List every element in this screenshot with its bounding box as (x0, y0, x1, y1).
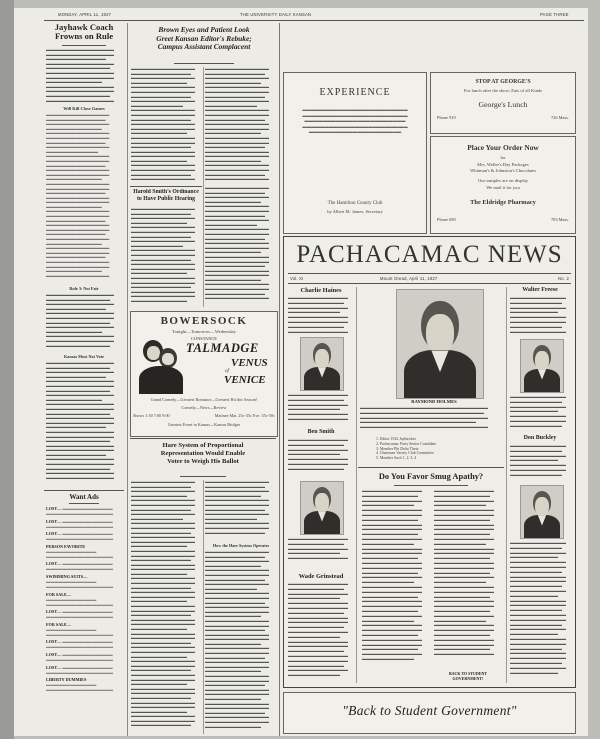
hare-headline-line3: Voter to Weigh His Ballot (167, 458, 239, 466)
jayhawk-subhead-3: Kansas Must Not Vote (64, 354, 104, 359)
order-now-title: Place Your Order Now (467, 143, 539, 152)
hare-headline-line2: Representation Would Enable (160, 450, 246, 458)
want-ad-item (46, 506, 122, 516)
want-ad-item (46, 652, 122, 662)
want-ad-lead: SWIMMING SUITS— (46, 573, 88, 579)
don-buckley-name: Don Buckley (523, 435, 557, 441)
want-ad-item (46, 544, 122, 559)
georges-title: STOP AT GEORGE'S (475, 79, 531, 85)
raymond-holmes-photo (396, 289, 484, 399)
want-ads-list (46, 506, 122, 736)
want-ad-item (46, 592, 122, 607)
brown-eyes-headline (130, 26, 278, 66)
ben-smith-photo (300, 481, 344, 535)
column-rule-1 (127, 23, 128, 736)
harold-headline-line1: Harold Smith's Ordinance (133, 189, 199, 195)
holmes-list-item: 3. Member Phi Delta Theta (376, 446, 419, 451)
holmes-list-item: 2. Pachacamac Party Senior Candidate (376, 441, 437, 446)
want-ad-text: ▬▬▬▬▬▬▬▬▬▬▬▬ ▬▬▬▬▬▬▬▬▬▬▬▬▬▬▬▬ (46, 626, 113, 637)
pachacamac-left-rule (356, 287, 357, 683)
bowersock-film-line3: VENICE (224, 374, 266, 386)
jayhawk-subhead-1: Will Kill Close Games (63, 106, 105, 111)
smug-apathy-title: Do You Favor Smug Apathy? (378, 472, 484, 481)
bowersock-greatest: Greatest Event in Kansas—Kansas Bridges (167, 422, 241, 427)
want-ads-top-rule (44, 490, 124, 491)
want-ad-item (46, 561, 122, 571)
want-ad-text: ▬▬▬▬▬▬▬▬▬▬▬▬ ▬▬▬▬▬▬▬▬▬▬▬▬▬▬▬▬ (46, 578, 113, 589)
want-ad-lead: LOST— (46, 639, 62, 645)
want-ad-lead: PERSON FAVORITE (46, 543, 86, 549)
want-ad-text: ▬▬▬▬▬▬▬▬▬▬▬▬ ▬▬▬▬▬▬▬▬▬▬▬▬▬▬▬▬ (46, 596, 113, 607)
pachacamac-title: PACHACAMAC NEWS (296, 241, 563, 268)
walter-freese-photo (520, 339, 564, 393)
don-buckley-blurb: ▬▬▬▬▬▬▬▬▬▬▬▬▬▬ ▬▬▬▬▬▬▬▬▬▬▬▬▬ ▬▬▬▬▬▬▬▬▬▬▬▬▬▬ ▬▬▬▬▬▬▬▬▬▬▬▬ ▬▬▬▬▬▬▬▬▬▬▬▬▬▬ ▬▬▬▬▬▬▬▬▬▬▬▬▬▬ ▬▬▬▬▬▬▬▬▬▬▬▬▬ (510, 443, 566, 477)
column-rule-2 (203, 67, 204, 307)
want-ad-item (46, 574, 122, 589)
brown-eyes-body-continued: ▬▬▬▬▬▬▬▬▬▬▬▬▬▬▬▬ ▬▬▬▬▬▬▬▬▬▬▬▬▬▬▬ ▬▬▬▬▬▬▬▬▬▬▬▬▬▬▬▬ ▬▬▬▬▬▬▬▬▬▬▬▬▬▬ ▬▬▬▬▬▬▬▬▬▬▬▬▬▬▬▬ ▬▬▬▬▬▬▬▬▬▬▬▬▬▬▬▬ ▬▬▬▬▬▬▬▬▬▬▬▬▬▬▬ ▬▬▬▬▬▬▬▬▬▬▬▬▬▬▬▬ ▬▬▬▬▬▬▬▬▬▬▬▬▬ ▬▬▬▬▬▬▬▬▬▬▬▬▬▬▬▬ ▬▬▬▬▬▬▬▬▬▬▬▬▬▬▬▬ ▬▬▬▬▬▬▬▬▬▬▬▬▬▬▬ ▬▬▬▬▬▬▬▬▬▬▬▬▬▬▬▬ ▬▬▬▬▬▬▬▬▬▬▬▬▬▬▬▬ ▬▬▬▬▬▬▬▬▬▬▬▬▬▬ ▬▬▬▬▬▬▬▬▬▬▬▬▬▬▬▬ ▬▬▬▬▬▬▬▬▬▬▬▬▬▬▬▬ ▬▬▬▬▬▬▬▬▬▬▬▬▬▬▬ ▬▬▬▬▬▬▬▬▬▬▬▬▬▬▬▬ ▬▬▬▬▬▬▬▬▬▬▬▬▬▬▬▬ ▬▬▬▬▬▬▬▬▬▬▬▬▬▬ ▬▬▬▬▬▬▬▬▬▬▬▬▬▬▬▬ ▬▬▬▬▬▬▬▬▬▬▬▬▬▬▬▬ ▬▬▬▬▬▬▬▬▬▬▬▬▬▬▬ ▬▬▬▬▬▬▬▬▬▬▬▬▬▬▬▬ (205, 186, 269, 301)
experience-signature: by Albert M. James, Secretary (327, 209, 383, 214)
want-ad-lead: FOR SALE— (46, 591, 72, 597)
want-ad-text: ▬▬▬▬▬▬▬▬▬▬▬▬ ▬▬▬▬▬▬▬▬▬▬▬▬▬▬▬▬ (46, 506, 113, 516)
want-ad-lead: LOST— (46, 506, 62, 511)
bowersock-tagline: Grand Comedy—Greatest Romance—Greatest Hit this Season! (150, 397, 258, 402)
raymond-holmes-list (376, 437, 506, 463)
masthead-paper-name: THE UNIVERSITY DAILY KANSAN (240, 12, 312, 17)
raymond-holmes-caption: ▬▬▬▬▬▬▬▬▬▬▬▬▬▬▬▬▬▬▬▬▬▬▬▬▬▬▬▬▬▬▬▬ ▬▬▬▬▬▬▬▬▬▬▬▬▬▬▬▬▬▬▬▬▬▬▬▬▬▬▬▬▬▬▬ ▬▬▬▬▬▬▬▬▬▬▬▬▬▬▬▬▬▬▬▬▬▬▬▬▬▬▬▬▬▬▬▬ ▬▬▬▬▬▬▬▬▬▬▬▬▬▬▬▬▬▬▬▬▬▬▬▬▬▬▬▬▬ ▬▬▬▬▬▬▬▬▬▬▬▬▬▬▬▬▬▬▬▬▬▬▬▬▬▬▬▬▬▬▬▬ (360, 405, 488, 430)
brown-eyes-body-left: ▬▬▬▬▬▬▬▬▬▬▬▬▬▬▬▬ ▬▬▬▬▬▬▬▬▬▬▬▬▬▬▬ ▬▬▬▬▬▬▬▬▬▬▬▬▬▬▬▬ ▬▬▬▬▬▬▬▬▬▬▬▬▬▬ ▬▬▬▬▬▬▬▬▬▬▬▬▬▬▬▬ ▬▬▬▬▬▬▬▬▬▬▬▬▬▬▬▬ ▬▬▬▬▬▬▬▬▬▬▬▬▬▬▬ ▬▬▬▬▬▬▬▬▬▬▬▬▬▬▬▬ ▬▬▬▬▬▬▬▬▬▬▬▬▬ ▬▬▬▬▬▬▬▬▬▬▬▬▬▬▬▬ ▬▬▬▬▬▬▬▬▬▬▬▬▬▬▬▬ ▬▬▬▬▬▬▬▬▬▬▬▬▬▬▬ ▬▬▬▬▬▬▬▬▬▬▬▬▬▬▬▬ ▬▬▬▬▬▬▬▬▬▬▬▬▬▬▬▬ ▬▬▬▬▬▬▬▬▬▬▬▬▬▬ ▬▬▬▬▬▬▬▬▬▬▬▬▬▬▬▬ ▬▬▬▬▬▬▬▬▬▬▬▬▬▬▬▬ ▬▬▬▬▬▬▬▬▬▬▬▬▬▬▬ ▬▬▬▬▬▬▬▬▬▬▬▬▬▬▬▬ ▬▬▬▬▬▬▬▬▬▬▬▬▬▬▬▬ ▬▬▬▬▬▬▬▬▬▬▬▬▬▬ ▬▬▬▬▬▬▬▬▬▬▬▬▬▬▬▬ ▬▬▬▬▬▬▬▬▬▬▬▬▬▬▬▬ ▬▬▬▬▬▬▬▬▬▬▬▬▬▬▬ ▬▬▬▬▬▬▬▬▬▬▬▬▬▬▬▬ (131, 67, 195, 182)
smug-apathy-body-left: ▬▬▬▬▬▬▬▬▬▬▬▬▬▬▬ ▬▬▬▬▬▬▬▬▬▬▬▬▬▬ ▬▬▬▬▬▬▬▬▬▬▬▬▬▬▬ ▬▬▬▬▬▬▬▬▬▬▬▬▬ ▬▬▬▬▬▬▬▬▬▬▬▬▬▬▬ ▬▬▬▬▬▬▬▬▬▬▬▬▬▬▬ ▬▬▬▬▬▬▬▬▬▬▬▬▬▬ ▬▬▬▬▬▬▬▬▬▬▬▬▬▬▬ ▬▬▬▬▬▬▬▬▬▬▬▬▬▬▬ ▬▬▬▬▬▬▬▬▬▬▬▬▬▬ ▬▬▬▬▬▬▬▬▬▬▬▬▬▬▬ ▬▬▬▬▬▬▬▬▬▬▬▬▬ ▬▬▬▬▬▬▬▬▬▬▬▬▬▬▬ ▬▬▬▬▬▬▬▬▬▬▬▬▬▬▬ ▬▬▬▬▬▬▬▬▬▬▬▬▬▬ ▬▬▬▬▬▬▬▬▬▬▬▬▬▬▬ ▬▬▬▬▬▬▬▬▬▬▬▬▬▬▬ ▬▬▬▬▬▬▬▬▬▬▬▬▬▬ ▬▬▬▬▬▬▬▬▬▬▬▬▬▬▬ ▬▬▬▬▬▬▬▬▬▬▬▬▬ ▬▬▬▬▬▬▬▬▬▬▬▬▬▬▬ ▬▬▬▬▬▬▬▬▬▬▬▬▬▬▬ ▬▬▬▬▬▬▬▬▬▬▬▬▬▬ ▬▬▬▬▬▬▬▬▬▬▬▬▬▬▬ ▬▬▬▬▬▬▬▬▬▬▬▬▬▬▬ ▬▬▬▬▬▬▬▬▬▬▬▬▬▬ ▬▬▬▬▬▬▬▬▬▬▬▬▬▬▬ ▬▬▬▬▬▬▬▬▬▬▬▬▬ ▬▬▬▬▬▬▬▬▬▬▬▬▬▬▬ ▬▬▬▬▬▬▬▬▬▬▬▬▬▬▬ ▬▬▬▬▬▬▬▬▬▬▬▬▬▬ ▬▬▬▬▬▬▬▬▬▬▬▬▬▬▬ ▬▬▬▬▬▬▬▬▬▬▬▬▬▬▬ ▬▬▬▬▬▬▬▬▬▬▬▬▬▬ ▬▬▬▬▬▬▬▬▬▬▬▬▬▬▬ ▬▬▬▬▬▬▬▬▬▬▬▬▬ (362, 488, 422, 661)
charlie-haines-name: Charlie Haines (300, 287, 342, 294)
want-ads-title: Want Ads (69, 493, 99, 501)
hare-rule (180, 476, 226, 477)
wade-grinstead-name: Wade Grinstead (298, 573, 344, 580)
brown-eyes-headline-line1: Brown Eyes and Patient Look (158, 26, 250, 34)
masthead-page-number: PAGE THREE (540, 12, 569, 17)
order-now-phone: Phone 690 (437, 217, 456, 222)
jayhawk-body-1: ▬▬▬▬▬▬▬▬▬▬▬▬▬▬▬▬▬ ▬▬▬▬▬▬▬▬▬▬▬▬▬▬▬▬▬ ▬▬▬▬▬▬▬▬▬▬▬▬▬▬▬ ▬▬▬▬▬▬▬▬▬▬▬▬▬▬▬▬▬ ▬▬▬▬▬▬▬▬▬▬▬▬▬▬▬▬ ▬▬▬▬▬▬▬▬▬▬▬▬▬▬▬▬▬ ▬▬▬▬▬▬▬▬▬▬▬▬▬▬▬▬▬ ▬▬▬▬▬▬▬▬▬▬▬▬▬▬ ▬▬▬▬▬▬▬▬▬▬▬▬▬▬▬▬▬ ▬▬▬▬▬▬▬▬▬▬▬▬▬▬▬▬▬ ▬▬▬▬▬▬▬▬▬▬▬▬▬▬▬▬ ▬▬▬▬▬▬▬▬▬▬▬▬▬▬▬▬▬ (46, 48, 114, 103)
order-now-samples: Our samples are on display (477, 178, 528, 183)
experience-ad (283, 72, 427, 234)
want-ad-item (46, 531, 122, 541)
want-ad-item (46, 622, 122, 637)
bowersock-extra: Comedy—News—Review (181, 405, 227, 410)
georges-address: 726 Mass. (550, 115, 569, 120)
want-ad-item (46, 639, 122, 649)
georges-name: George's Lunch (478, 100, 528, 109)
harold-headline-line2: to Have Public Hearing (136, 196, 196, 202)
want-ad-text: ▬▬▬▬▬▬▬▬▬▬▬▬ ▬▬▬▬▬▬▬▬▬▬▬▬▬▬▬▬ (46, 531, 113, 542)
harold-top-rule (130, 186, 202, 187)
harold-headline (130, 189, 202, 205)
newspaper-page (14, 8, 588, 736)
experience-title: EXPERIENCE (319, 87, 391, 98)
bowersock-days: Tonight—Tomorrow—Wednesday (172, 329, 236, 334)
ben-smith-blurb: ▬▬▬▬▬▬▬▬▬▬▬▬▬▬▬ ▬▬▬▬▬▬▬▬▬▬▬▬▬▬ ▬▬▬▬▬▬▬▬▬▬▬▬▬▬▬ ▬▬▬▬▬▬▬▬▬▬▬▬▬ ▬▬▬▬▬▬▬▬▬▬▬▬▬▬▬ ▬▬▬▬▬▬▬▬▬▬▬▬▬▬▬ ▬▬▬▬▬▬▬▬▬▬▬▬▬▬ (288, 437, 348, 471)
smug-apathy-sub: BACK TO STUDENT GOVERNMENT! (448, 671, 488, 681)
smug-top-rule (358, 467, 504, 468)
pachacamac-volume: Vol. XI (290, 276, 304, 281)
bowersock-film-line2: of (225, 369, 229, 374)
masthead-rule (44, 20, 584, 21)
don-buckley-photo (520, 485, 564, 539)
want-ad-text: ▬▬▬▬▬▬▬▬▬▬▬▬ ▬▬▬▬▬▬▬▬▬▬▬▬▬▬▬▬ (46, 664, 113, 675)
bowersock-film-line1: VENUS (231, 357, 268, 369)
want-ads-title-rule (69, 503, 99, 504)
pachacamac-number: No. 2 (557, 276, 569, 281)
georges-phone: Phone 919 (437, 115, 456, 120)
walter-freese-name: Walter Freese (522, 287, 558, 293)
charlie-haines-photo (300, 337, 344, 391)
want-ad-lead: LOST— (46, 609, 62, 615)
jayhawk-subhead-2: Rule 3: Not Fair (69, 286, 99, 291)
eldridge-pharmacy-ad (430, 136, 576, 234)
want-ad-item (46, 519, 122, 529)
bowersock-theater-name: BOWERSOCK (160, 315, 248, 327)
hare-headline-line1: Hare System of Proportional (162, 442, 244, 449)
pachacamac-title-rule-top (288, 273, 571, 274)
order-now-items: Mrs. Weller's Day Packages Whitman's & Johnston's Chocolates (469, 162, 537, 173)
pachacamac-right-rule (506, 287, 507, 683)
want-ad-lead: LOST— (46, 561, 62, 567)
bowersock-couple-illustration (137, 338, 185, 394)
want-ad-text: ▬▬▬▬▬▬▬▬▬▬▬▬ ▬▬▬▬▬▬▬▬▬▬▬▬▬▬▬▬ (46, 609, 113, 620)
pachacamac-title-rule-bottom (288, 283, 571, 284)
hare-body-right-bottom: ▬▬▬▬▬▬▬▬▬▬▬▬▬▬▬▬ ▬▬▬▬▬▬▬▬▬▬▬▬▬▬▬ ▬▬▬▬▬▬▬▬▬▬▬▬▬▬▬▬ ▬▬▬▬▬▬▬▬▬▬▬▬▬▬ ▬▬▬▬▬▬▬▬▬▬▬▬▬▬▬▬ ▬▬▬▬▬▬▬▬▬▬▬▬▬▬▬▬ ▬▬▬▬▬▬▬▬▬▬▬▬▬▬▬ ▬▬▬▬▬▬▬▬▬▬▬▬▬▬▬▬ ▬▬▬▬▬▬▬▬▬▬▬▬▬ ▬▬▬▬▬▬▬▬▬▬▬▬▬▬▬▬ ▬▬▬▬▬▬▬▬▬▬▬▬▬▬▬▬ ▬▬▬▬▬▬▬▬▬▬▬▬▬▬▬ ▬▬▬▬▬▬▬▬▬▬▬▬▬▬▬▬ ▬▬▬▬▬▬▬▬▬▬▬▬▬▬▬▬ ▬▬▬▬▬▬▬▬▬▬▬▬▬▬ ▬▬▬▬▬▬▬▬▬▬▬▬▬▬▬▬ ▬▬▬▬▬▬▬▬▬▬▬▬▬▬▬▬ ▬▬▬▬▬▬▬▬▬▬▬▬▬▬▬ ▬▬▬▬▬▬▬▬▬▬▬▬▬▬▬▬ ▬▬▬▬▬▬▬▬▬▬▬▬▬▬▬▬ ▬▬▬▬▬▬▬▬▬▬▬▬▬▬ ▬▬▬▬▬▬▬▬▬▬▬▬▬▬▬▬ ▬▬▬▬▬▬▬▬▬▬▬▬▬▬▬▬ ▬▬▬▬▬▬▬▬▬▬▬▬▬▬▬ ▬▬▬▬▬▬▬▬▬▬▬▬▬▬▬▬ ▬▬▬▬▬▬▬▬▬▬▬▬▬▬▬▬ ▬▬▬▬▬▬▬▬▬▬▬▬▬▬ ▬▬▬▬▬▬▬▬▬▬▬▬▬▬▬▬ ▬▬▬▬▬▬▬▬▬▬▬▬▬▬▬▬ ▬▬▬▬▬▬▬▬▬▬▬▬▬▬▬ ▬▬▬▬▬▬▬▬▬▬▬▬▬▬▬▬ ▬▬▬▬▬▬▬▬▬▬▬▬▬▬▬▬ ▬▬▬▬▬▬▬▬▬▬▬▬▬▬ ▬▬▬▬▬▬▬▬▬▬▬▬▬▬▬▬ ▬▬▬▬▬▬▬▬▬▬▬▬▬▬▬▬ ▬▬▬▬▬▬▬▬▬▬▬▬▬▬▬ ▬▬▬▬▬▬▬▬▬▬▬▬▬▬▬▬ ▬▬▬▬▬▬▬▬▬▬▬▬▬▬▬▬ ▬▬▬▬▬▬▬▬▬▬▬▬▬▬ (205, 550, 269, 729)
want-ad-text: ▬▬▬▬▬▬▬▬▬▬▬▬ ▬▬▬▬▬▬▬▬▬▬▬▬▬▬▬▬ (46, 651, 113, 662)
bowersock-times: Shows 1:30 7:00 9:00 (133, 413, 170, 418)
walter-freese-caption: ▬▬▬▬▬▬▬▬▬▬▬▬▬▬ ▬▬▬▬▬▬▬▬▬▬▬▬▬ ▬▬▬▬▬▬▬▬▬▬▬▬▬▬ ▬▬▬▬▬▬▬▬▬▬▬▬ ▬▬▬▬▬▬▬▬▬▬▬▬▬▬ ▬▬▬▬▬▬▬▬▬▬▬▬▬▬ ▬▬▬▬▬▬▬▬▬▬▬▬▬ (510, 394, 566, 428)
jayhawk-headline-line2: Frowns on Rule (54, 31, 114, 41)
want-ad-text: ▬▬▬▬▬▬▬▬▬▬▬▬ ▬▬▬▬▬▬▬▬▬▬▬▬▬▬▬▬ (46, 639, 113, 650)
hare-headline (130, 442, 276, 474)
jayhawk-headline-line1: Jayhawk Coach (54, 23, 114, 32)
don-buckley-caption: ▬▬▬▬▬▬▬▬▬▬▬▬▬▬ ▬▬▬▬▬▬▬▬▬▬▬▬▬ ▬▬▬▬▬▬▬▬▬▬▬▬▬▬ ▬▬▬▬▬▬▬▬▬▬▬▬ ▬▬▬▬▬▬▬▬▬▬▬▬▬▬ ▬▬▬▬▬▬▬▬▬▬▬▬▬▬ ▬▬▬▬▬▬▬▬▬▬▬▬▬ ▬▬▬▬▬▬▬▬▬▬▬▬▬▬ ▬▬▬▬▬▬▬▬▬▬▬▬▬▬ ▬▬▬▬▬▬▬▬▬▬▬▬▬ ▬▬▬▬▬▬▬▬▬▬▬▬▬▬ ▬▬▬▬▬▬▬▬▬▬▬▬ ▬▬▬▬▬▬▬▬▬▬▬▬▬▬ ▬▬▬▬▬▬▬▬▬▬▬▬▬▬ ▬▬▬▬▬▬▬▬▬▬▬▬▬ ▬▬▬▬▬▬▬▬▬▬▬▬▬▬ ▬▬▬▬▬▬▬▬▬▬▬▬▬▬ ▬▬▬▬▬▬▬▬▬▬▬▬▬ ▬▬▬▬▬▬▬▬▬▬▬▬▬▬ ▬▬▬▬▬▬▬▬▬▬▬▬ ▬▬▬▬▬▬▬▬▬▬▬▬▬▬ ▬▬▬▬▬▬▬▬▬▬▬▬▬▬ ▬▬▬▬▬▬▬▬▬▬▬▬▬ ▬▬▬▬▬▬▬▬▬▬▬▬▬▬ ▬▬▬▬▬▬▬▬▬▬▬▬▬▬ ▬▬▬▬▬▬▬▬▬▬▬▬▬ ▬▬▬▬▬▬▬▬▬▬▬▬▬▬ ▬▬▬▬▬▬▬▬▬▬▬▬ (510, 540, 566, 675)
hare-body-right-top: ▬▬▬▬▬▬▬▬▬▬▬▬▬▬▬▬ ▬▬▬▬▬▬▬▬▬▬▬▬▬▬▬ ▬▬▬▬▬▬▬▬▬▬▬▬▬▬▬▬ ▬▬▬▬▬▬▬▬▬▬▬▬▬▬ ▬▬▬▬▬▬▬▬▬▬▬▬▬▬▬▬ ▬▬▬▬▬▬▬▬▬▬▬▬▬▬▬▬ ▬▬▬▬▬▬▬▬▬▬▬▬▬▬▬ ▬▬▬▬▬▬▬▬▬▬▬▬▬▬▬▬ ▬▬▬▬▬▬▬▬▬▬▬▬▬ ▬▬▬▬▬▬▬▬▬▬▬▬▬▬▬▬ ▬▬▬▬▬▬▬▬▬▬▬▬▬▬▬▬ ▬▬▬▬▬▬▬▬▬▬▬▬▬▬▬ (205, 480, 269, 535)
column-rule-center (279, 23, 280, 736)
holmes-list-item: 5. Member Sach 1, 2, 3, 4 (376, 456, 417, 461)
jayhawk-body-2: ▬▬▬▬▬▬▬▬▬▬▬▬▬▬▬▬▬ ▬▬▬▬▬▬▬▬▬▬▬▬▬▬▬▬ ▬▬▬▬▬▬▬▬▬▬▬▬▬▬▬▬▬ ▬▬▬▬▬▬▬▬▬▬▬▬▬▬▬ ▬▬▬▬▬▬▬▬▬▬▬▬▬▬▬▬▬ ▬▬▬▬▬▬▬▬▬▬▬▬▬▬▬▬▬ ▬▬▬▬▬▬▬▬▬▬▬▬▬▬▬▬ ▬▬▬▬▬▬▬▬▬▬▬▬▬▬▬▬▬ ▬▬▬▬▬▬▬▬▬▬▬▬▬▬ ▬▬▬▬▬▬▬▬▬▬▬▬▬▬▬▬▬ ▬▬▬▬▬▬▬▬▬▬▬▬▬▬▬▬▬ ▬▬▬▬▬▬▬▬▬▬▬▬▬▬▬▬ ▬▬▬▬▬▬▬▬▬▬▬▬▬▬▬▬▬ ▬▬▬▬▬▬▬▬▬▬▬▬▬▬▬▬▬ ▬▬▬▬▬▬▬▬▬▬▬▬▬▬▬ ▬▬▬▬▬▬▬▬▬▬▬▬▬▬▬▬▬ ▬▬▬▬▬▬▬▬▬▬▬▬▬▬▬▬▬ ▬▬▬▬▬▬▬▬▬▬▬▬▬▬▬▬ ▬▬▬▬▬▬▬▬▬▬▬▬▬▬▬▬▬ ▬▬▬▬▬▬▬▬▬▬▬▬▬▬▬▬▬ ▬▬▬▬▬▬▬▬▬▬▬▬▬▬▬ ▬▬▬▬▬▬▬▬▬▬▬▬▬▬▬▬▬ ▬▬▬▬▬▬▬▬▬▬▬▬▬▬▬▬▬ ▬▬▬▬▬▬▬▬▬▬▬▬▬▬▬▬ ▬▬▬▬▬▬▬▬▬▬▬▬▬▬▬▬▬ ▬▬▬▬▬▬▬▬▬▬▬▬▬▬▬▬▬ ▬▬▬▬▬▬▬▬▬▬▬▬▬▬▬▬ ▬▬▬▬▬▬▬▬▬▬▬▬▬▬▬▬▬ ▬▬▬▬▬▬▬▬▬▬▬▬▬▬▬ ▬▬▬▬▬▬▬▬▬▬▬▬▬▬▬▬▬ ▬▬▬▬▬▬▬▬▬▬▬▬▬▬▬▬▬ ▬▬▬▬▬▬▬▬▬▬▬▬▬▬▬▬ ▬▬▬▬▬▬▬▬▬▬▬▬▬▬▬▬▬ ▬▬▬▬▬▬▬▬▬▬▬▬▬▬▬▬▬ ▬▬▬▬▬▬▬▬▬▬▬▬▬▬▬ ▬▬▬▬▬▬▬▬▬▬▬▬▬▬▬▬▬ (46, 113, 109, 278)
jayhawk-headline (44, 23, 124, 43)
brown-eyes-headline-line3: Campus Assistant Complacent (157, 42, 251, 52)
walter-freese-blurb: ▬▬▬▬▬▬▬▬▬▬▬▬▬▬ ▬▬▬▬▬▬▬▬▬▬▬▬▬ ▬▬▬▬▬▬▬▬▬▬▬▬▬▬ ▬▬▬▬▬▬▬▬▬▬▬▬ ▬▬▬▬▬▬▬▬▬▬▬▬▬▬ ▬▬▬▬▬▬▬▬▬▬▬▬▬▬ ▬▬▬▬▬▬▬▬▬▬▬▬▬ ▬▬▬▬▬▬▬▬▬▬▬▬▬▬ (510, 295, 566, 334)
raymond-holmes-name: RAYMOND HOLMES (411, 399, 457, 404)
bowersock-ad (130, 311, 278, 437)
want-ad-lead: LOST— (46, 664, 62, 670)
georges-line: For lunch after the show; Eats of all Kinds (463, 88, 543, 93)
jayhawk-rule (62, 45, 106, 46)
want-ad-lead: FOR SALE— (46, 621, 72, 627)
order-now-for: for (500, 155, 506, 160)
charlie-haines-blurb: ▬▬▬▬▬▬▬▬▬▬▬▬▬▬▬ ▬▬▬▬▬▬▬▬▬▬▬▬▬▬ ▬▬▬▬▬▬▬▬▬▬▬▬▬▬▬ ▬▬▬▬▬▬▬▬▬▬▬▬▬ ▬▬▬▬▬▬▬▬▬▬▬▬▬▬▬ ▬▬▬▬▬▬▬▬▬▬▬▬▬▬▬ ▬▬▬▬▬▬▬▬▬▬▬▬▬▬ ▬▬▬▬▬▬▬▬▬▬▬▬▬▬▬ (288, 295, 348, 334)
order-now-pharmacy-name: The Eldridge Pharmacy (470, 199, 536, 206)
want-ad-item (46, 677, 122, 692)
hare-column-rule (203, 480, 204, 734)
georges-ad (430, 72, 576, 134)
wade-grinstead-blurb: ▬▬▬▬▬▬▬▬▬▬▬▬▬▬▬ ▬▬▬▬▬▬▬▬▬▬▬▬▬▬ ▬▬▬▬▬▬▬▬▬▬▬▬▬▬▬ ▬▬▬▬▬▬▬▬▬▬▬▬▬ ▬▬▬▬▬▬▬▬▬▬▬▬▬▬▬ ▬▬▬▬▬▬▬▬▬▬▬▬▬▬▬ ▬▬▬▬▬▬▬▬▬▬▬▬▬▬ ▬▬▬▬▬▬▬▬▬▬▬▬▬▬▬ ▬▬▬▬▬▬▬▬▬▬▬▬▬▬▬ ▬▬▬▬▬▬▬▬▬▬▬▬▬▬ ▬▬▬▬▬▬▬▬▬▬▬▬▬▬▬ ▬▬▬▬▬▬▬▬▬▬▬▬▬ ▬▬▬▬▬▬▬▬▬▬▬▬▬▬▬ ▬▬▬▬▬▬▬▬▬▬▬▬▬▬▬ ▬▬▬▬▬▬▬▬▬▬▬▬▬▬ ▬▬▬▬▬▬▬▬▬▬▬▬▬▬▬ ▬▬▬▬▬▬▬▬▬▬▬▬▬▬▬ ▬▬▬▬▬▬▬▬▬▬▬▬▬▬ ▬▬▬▬▬▬▬▬▬▬▬▬▬▬▬ ▬▬▬▬▬▬▬▬▬▬▬▬▬ (288, 581, 348, 678)
pachacamac-news-box (283, 236, 576, 688)
want-ad-lead: LOST— (46, 518, 62, 524)
want-ad-text: ▬▬▬▬▬▬▬▬▬▬▬▬ ▬▬▬▬▬▬▬▬▬▬▬▬▬▬▬▬ (46, 682, 113, 693)
jayhawk-body-3: ▬▬▬▬▬▬▬▬▬▬▬▬▬▬▬▬▬ ▬▬▬▬▬▬▬▬▬▬▬▬▬▬▬▬ ▬▬▬▬▬▬▬▬▬▬▬▬▬▬▬▬▬ ▬▬▬▬▬▬▬▬▬▬▬▬▬▬▬ ▬▬▬▬▬▬▬▬▬▬▬▬▬▬▬▬▬ ▬▬▬▬▬▬▬▬▬▬▬▬▬▬▬▬▬ ▬▬▬▬▬▬▬▬▬▬▬▬▬▬▬▬ ▬▬▬▬▬▬▬▬▬▬▬▬▬▬▬▬▬ ▬▬▬▬▬▬▬▬▬▬▬▬▬▬ ▬▬▬▬▬▬▬▬▬▬▬▬▬▬▬▬▬ ▬▬▬▬▬▬▬▬▬▬▬▬▬▬▬▬▬ ▬▬▬▬▬▬▬▬▬▬▬▬▬▬▬▬ (46, 293, 114, 348)
holmes-list-item: 1. Editor 1922 Jayhawker (376, 437, 416, 441)
order-now-mail: We mail it for you (486, 185, 520, 190)
order-now-address: 703 Mass. (550, 217, 569, 222)
want-ad-item (46, 665, 122, 675)
want-ad-lead: LIBERTY DUMMIES (46, 677, 87, 683)
slogan-text: "Back to Student Government" (342, 703, 517, 718)
want-ad-lead: LOST— (46, 531, 62, 537)
page-binding-edge (0, 0, 14, 739)
masthead-date: MONDAY, APRIL 11, 1927 (58, 12, 112, 17)
back-to-student-government-banner (283, 692, 576, 734)
ben-smith-name: Ben Smith (307, 429, 335, 435)
brown-eyes-rule (174, 63, 234, 64)
hare-body-left: ▬▬▬▬▬▬▬▬▬▬▬▬▬▬▬▬ ▬▬▬▬▬▬▬▬▬▬▬▬▬▬▬ ▬▬▬▬▬▬▬▬▬▬▬▬▬▬▬▬ ▬▬▬▬▬▬▬▬▬▬▬▬▬▬ ▬▬▬▬▬▬▬▬▬▬▬▬▬▬▬▬ ▬▬▬▬▬▬▬▬▬▬▬▬▬▬▬▬ ▬▬▬▬▬▬▬▬▬▬▬▬▬▬▬ ▬▬▬▬▬▬▬▬▬▬▬▬▬▬▬▬ ▬▬▬▬▬▬▬▬▬▬▬▬▬ ▬▬▬▬▬▬▬▬▬▬▬▬▬▬▬▬ ▬▬▬▬▬▬▬▬▬▬▬▬▬▬▬▬ ▬▬▬▬▬▬▬▬▬▬▬▬▬▬▬ ▬▬▬▬▬▬▬▬▬▬▬▬▬▬▬▬ ▬▬▬▬▬▬▬▬▬▬▬▬▬▬▬▬ ▬▬▬▬▬▬▬▬▬▬▬▬▬▬ ▬▬▬▬▬▬▬▬▬▬▬▬▬▬▬▬ ▬▬▬▬▬▬▬▬▬▬▬▬▬▬▬▬ ▬▬▬▬▬▬▬▬▬▬▬▬▬▬▬ ▬▬▬▬▬▬▬▬▬▬▬▬▬▬▬▬ ▬▬▬▬▬▬▬▬▬▬▬▬▬▬▬▬ ▬▬▬▬▬▬▬▬▬▬▬▬▬▬ ▬▬▬▬▬▬▬▬▬▬▬▬▬▬▬▬ ▬▬▬▬▬▬▬▬▬▬▬▬▬▬▬▬ ▬▬▬▬▬▬▬▬▬▬▬▬▬▬▬ ▬▬▬▬▬▬▬▬▬▬▬▬▬▬▬▬ ▬▬▬▬▬▬▬▬▬▬▬▬▬▬▬▬ ▬▬▬▬▬▬▬▬▬▬▬▬▬▬ ▬▬▬▬▬▬▬▬▬▬▬▬▬▬▬▬ ▬▬▬▬▬▬▬▬▬▬▬▬▬▬▬▬ ▬▬▬▬▬▬▬▬▬▬▬▬▬▬▬ ▬▬▬▬▬▬▬▬▬▬▬▬▬▬▬▬ ▬▬▬▬▬▬▬▬▬▬▬▬▬▬▬▬ ▬▬▬▬▬▬▬▬▬▬▬▬▬▬ ▬▬▬▬▬▬▬▬▬▬▬▬▬▬▬▬ ▬▬▬▬▬▬▬▬▬▬▬▬▬▬▬▬ ▬▬▬▬▬▬▬▬▬▬▬▬▬▬▬ ▬▬▬▬▬▬▬▬▬▬▬▬▬▬▬▬ ▬▬▬▬▬▬▬▬▬▬▬▬▬▬▬▬ ▬▬▬▬▬▬▬▬▬▬▬▬▬▬ ▬▬▬▬▬▬▬▬▬▬▬▬▬▬▬▬ ▬▬▬▬▬▬▬▬▬▬▬▬▬▬▬▬ ▬▬▬▬▬▬▬▬▬▬▬▬▬▬▬ ▬▬▬▬▬▬▬▬▬▬▬▬▬▬▬▬ ▬▬▬▬▬▬▬▬▬▬▬▬▬▬▬▬ ▬▬▬▬▬▬▬▬▬▬▬▬▬▬ ▬▬▬▬▬▬▬▬▬▬▬▬▬▬▬▬ ▬▬▬▬▬▬▬▬▬▬▬▬▬▬▬▬ ▬▬▬▬▬▬▬▬▬▬▬▬▬▬▬ ▬▬▬▬▬▬▬▬▬▬▬▬▬▬▬▬ ▬▬▬▬▬▬▬▬▬▬▬▬▬▬▬▬ ▬▬▬▬▬▬▬▬▬▬▬▬▬▬ ▬▬▬▬▬▬▬▬▬▬▬▬▬▬▬▬ ▬▬▬▬▬▬▬▬▬▬▬▬▬▬▬▬ ▬▬▬▬▬▬▬▬▬▬▬▬▬▬▬ (131, 480, 195, 728)
smug-title-rule (394, 485, 468, 486)
want-ad-text: ▬▬▬▬▬▬▬▬▬▬▬▬ ▬▬▬▬▬▬▬▬▬▬▬▬▬▬▬▬ (46, 561, 113, 572)
want-ad-lead: LOST— (46, 651, 62, 657)
harold-body: ▬▬▬▬▬▬▬▬▬▬▬▬▬▬▬▬ ▬▬▬▬▬▬▬▬▬▬▬▬▬▬▬ ▬▬▬▬▬▬▬▬▬▬▬▬▬▬▬▬ ▬▬▬▬▬▬▬▬▬▬▬▬▬▬ ▬▬▬▬▬▬▬▬▬▬▬▬▬▬▬▬ ▬▬▬▬▬▬▬▬▬▬▬▬▬▬▬▬ ▬▬▬▬▬▬▬▬▬▬▬▬▬▬▬ ▬▬▬▬▬▬▬▬▬▬▬▬▬▬▬▬ ▬▬▬▬▬▬▬▬▬▬▬▬▬ ▬▬▬▬▬▬▬▬▬▬▬▬▬▬▬▬ ▬▬▬▬▬▬▬▬▬▬▬▬▬▬▬▬ ▬▬▬▬▬▬▬▬▬▬▬▬▬▬▬ ▬▬▬▬▬▬▬▬▬▬▬▬▬▬▬▬ ▬▬▬▬▬▬▬▬▬▬▬▬▬▬▬▬ ▬▬▬▬▬▬▬▬▬▬▬▬▬▬ ▬▬▬▬▬▬▬▬▬▬▬▬▬▬▬▬ ▬▬▬▬▬▬▬▬▬▬▬▬▬▬▬▬ ▬▬▬▬▬▬▬▬▬▬▬▬▬▬▬ ▬▬▬▬▬▬▬▬▬▬▬▬▬▬▬▬ ▬▬▬▬▬▬▬▬▬▬▬▬▬▬▬▬ ▬▬▬▬▬▬▬▬▬▬▬▬▬▬ (131, 207, 195, 303)
hare-subhead: How the Hare System Operates (212, 543, 270, 548)
hare-top-rule (130, 438, 276, 439)
ben-smith-caption: ▬▬▬▬▬▬▬▬▬▬▬▬▬▬▬ ▬▬▬▬▬▬▬▬▬▬▬▬▬▬ ▬▬▬▬▬▬▬▬▬▬▬▬▬▬▬ ▬▬▬▬▬▬▬▬▬▬▬▬▬ ▬▬▬▬▬▬▬▬▬▬▬▬▬▬▬ (288, 536, 348, 561)
experience-body: ▬▬▬▬▬▬▬▬▬▬▬▬▬▬▬▬▬▬▬▬▬▬▬▬ ▬▬▬▬▬▬▬▬▬▬▬▬▬▬▬▬▬▬▬▬▬▬▬▬ ▬▬▬▬▬▬▬▬▬▬▬▬▬▬▬▬▬▬▬▬▬▬▬ ▬▬▬▬▬▬▬▬▬▬▬▬▬▬▬▬▬▬▬▬▬▬▬▬ ▬▬▬▬▬▬▬▬▬▬▬▬▬▬▬▬▬▬▬▬▬ (302, 107, 408, 135)
brown-eyes-headline-line2: Greet Kansan Editor's Rebuke; (156, 33, 252, 43)
smug-apathy-body-right: ▬▬▬▬▬▬▬▬▬▬▬▬▬▬▬ ▬▬▬▬▬▬▬▬▬▬▬▬▬▬ ▬▬▬▬▬▬▬▬▬▬▬▬▬▬▬ ▬▬▬▬▬▬▬▬▬▬▬▬▬ ▬▬▬▬▬▬▬▬▬▬▬▬▬▬▬ ▬▬▬▬▬▬▬▬▬▬▬▬▬▬▬ ▬▬▬▬▬▬▬▬▬▬▬▬▬▬ ▬▬▬▬▬▬▬▬▬▬▬▬▬▬▬ ▬▬▬▬▬▬▬▬▬▬▬▬▬▬▬ ▬▬▬▬▬▬▬▬▬▬▬▬▬▬ ▬▬▬▬▬▬▬▬▬▬▬▬▬▬▬ ▬▬▬▬▬▬▬▬▬▬▬▬▬ ▬▬▬▬▬▬▬▬▬▬▬▬▬▬▬ ▬▬▬▬▬▬▬▬▬▬▬▬▬▬▬ ▬▬▬▬▬▬▬▬▬▬▬▬▬▬ ▬▬▬▬▬▬▬▬▬▬▬▬▬▬▬ ▬▬▬▬▬▬▬▬▬▬▬▬▬▬▬ ▬▬▬▬▬▬▬▬▬▬▬▬▬▬ ▬▬▬▬▬▬▬▬▬▬▬▬▬▬▬ ▬▬▬▬▬▬▬▬▬▬▬▬▬ ▬▬▬▬▬▬▬▬▬▬▬▬▬▬▬ ▬▬▬▬▬▬▬▬▬▬▬▬▬▬▬ ▬▬▬▬▬▬▬▬▬▬▬▬▬▬ ▬▬▬▬▬▬▬▬▬▬▬▬▬▬▬ ▬▬▬▬▬▬▬▬▬▬▬▬▬▬▬ ▬▬▬▬▬▬▬▬▬▬▬▬▬▬ ▬▬▬▬▬▬▬▬▬▬▬▬▬▬▬ ▬▬▬▬▬▬▬▬▬▬▬▬▬ ▬▬▬▬▬▬▬▬▬▬▬▬▬▬▬ ▬▬▬▬▬▬▬▬▬▬▬▬▬▬▬ ▬▬▬▬▬▬▬▬▬▬▬▬▬▬ ▬▬▬▬▬▬▬▬▬▬▬▬▬▬▬ ▬▬▬▬▬▬▬▬▬▬▬▬▬▬▬ ▬▬▬▬▬▬▬▬▬▬▬▬▬▬ ▬▬▬▬▬▬▬▬▬▬▬▬▬▬▬ (434, 488, 494, 657)
brown-eyes-body-right: ▬▬▬▬▬▬▬▬▬▬▬▬▬▬▬▬ ▬▬▬▬▬▬▬▬▬▬▬▬▬▬▬ ▬▬▬▬▬▬▬▬▬▬▬▬▬▬▬▬ ▬▬▬▬▬▬▬▬▬▬▬▬▬▬ ▬▬▬▬▬▬▬▬▬▬▬▬▬▬▬▬ ▬▬▬▬▬▬▬▬▬▬▬▬▬▬▬▬ ▬▬▬▬▬▬▬▬▬▬▬▬▬▬▬ ▬▬▬▬▬▬▬▬▬▬▬▬▬▬▬▬ ▬▬▬▬▬▬▬▬▬▬▬▬▬ ▬▬▬▬▬▬▬▬▬▬▬▬▬▬▬▬ ▬▬▬▬▬▬▬▬▬▬▬▬▬▬▬▬ ▬▬▬▬▬▬▬▬▬▬▬▬▬▬▬ ▬▬▬▬▬▬▬▬▬▬▬▬▬▬▬▬ ▬▬▬▬▬▬▬▬▬▬▬▬▬▬▬▬ ▬▬▬▬▬▬▬▬▬▬▬▬▬▬ ▬▬▬▬▬▬▬▬▬▬▬▬▬▬▬▬ ▬▬▬▬▬▬▬▬▬▬▬▬▬▬▬▬ ▬▬▬▬▬▬▬▬▬▬▬▬▬▬▬ ▬▬▬▬▬▬▬▬▬▬▬▬▬▬▬▬ ▬▬▬▬▬▬▬▬▬▬▬▬▬▬▬▬ ▬▬▬▬▬▬▬▬▬▬▬▬▬▬ ▬▬▬▬▬▬▬▬▬▬▬▬▬▬▬▬ ▬▬▬▬▬▬▬▬▬▬▬▬▬▬▬▬ ▬▬▬▬▬▬▬▬▬▬▬▬▬▬▬ ▬▬▬▬▬▬▬▬▬▬▬▬▬▬▬▬ (205, 67, 269, 182)
want-ad-text: ▬▬▬▬▬▬▬▬▬▬▬▬ ▬▬▬▬▬▬▬▬▬▬▬▬▬▬▬▬ (46, 518, 113, 529)
charlie-haines-caption: ▬▬▬▬▬▬▬▬▬▬▬▬▬▬▬ ▬▬▬▬▬▬▬▬▬▬▬▬▬▬ ▬▬▬▬▬▬▬▬▬▬▬▬▬▬▬ ▬▬▬▬▬▬▬▬▬▬▬▬▬ ▬▬▬▬▬▬▬▬▬▬▬▬▬▬▬ ▬▬▬▬▬▬▬▬▬▬▬▬▬▬▬ (288, 392, 348, 421)
pachacamac-date: Mount Oread, April 11, 1927 (380, 276, 438, 281)
bowersock-prices: Matinee Mat. 25c-35c Eve. 35c-50c (214, 413, 275, 418)
bowersock-star-first: CONSTANCE (191, 336, 217, 341)
want-ad-text: ▬▬▬▬▬▬▬▬▬▬▬▬ ▬▬▬▬▬▬▬▬▬▬▬▬▬▬▬▬ (46, 548, 113, 559)
want-ad-item (46, 609, 122, 619)
bowersock-star-last: TALMADGE (186, 341, 259, 355)
holmes-list-item: 4. Chairman Varsity Club Committee (376, 451, 434, 456)
experience-org: The Hamilton County Club (327, 201, 383, 206)
jayhawk-body-4: ▬▬▬▬▬▬▬▬▬▬▬▬▬▬▬▬▬ ▬▬▬▬▬▬▬▬▬▬▬▬▬▬▬▬ ▬▬▬▬▬▬▬▬▬▬▬▬▬▬▬▬▬ ▬▬▬▬▬▬▬▬▬▬▬▬▬▬▬ ▬▬▬▬▬▬▬▬▬▬▬▬▬▬▬▬▬ ▬▬▬▬▬▬▬▬▬▬▬▬▬▬▬▬▬ ▬▬▬▬▬▬▬▬▬▬▬▬▬▬▬▬ ▬▬▬▬▬▬▬▬▬▬▬▬▬▬▬▬▬ ▬▬▬▬▬▬▬▬▬▬▬▬▬▬ ▬▬▬▬▬▬▬▬▬▬▬▬▬▬▬▬▬ ▬▬▬▬▬▬▬▬▬▬▬▬▬▬▬▬▬ ▬▬▬▬▬▬▬▬▬▬▬▬▬▬▬▬ ▬▬▬▬▬▬▬▬▬▬▬▬▬▬▬▬▬ ▬▬▬▬▬▬▬▬▬▬▬▬▬▬▬▬▬ ▬▬▬▬▬▬▬▬▬▬▬▬▬▬▬ ▬▬▬▬▬▬▬▬▬▬▬▬▬▬▬▬▬ ▬▬▬▬▬▬▬▬▬▬▬▬▬▬▬▬▬ ▬▬▬▬▬▬▬▬▬▬▬▬▬▬▬▬ ▬▬▬▬▬▬▬▬▬▬▬▬▬▬▬▬▬ ▬▬▬▬▬▬▬▬▬▬▬▬▬▬▬▬▬ ▬▬▬▬▬▬▬▬▬▬▬▬▬▬▬ ▬▬▬▬▬▬▬▬▬▬▬▬▬▬▬▬▬ ▬▬▬▬▬▬▬▬▬▬▬▬▬▬▬▬▬ ▬▬▬▬▬▬▬▬▬▬▬▬▬▬▬▬ ▬▬▬▬▬▬▬▬▬▬▬▬▬▬▬▬▬ ▬▬▬▬▬▬▬▬▬▬▬▬▬▬▬▬▬ (46, 361, 114, 480)
